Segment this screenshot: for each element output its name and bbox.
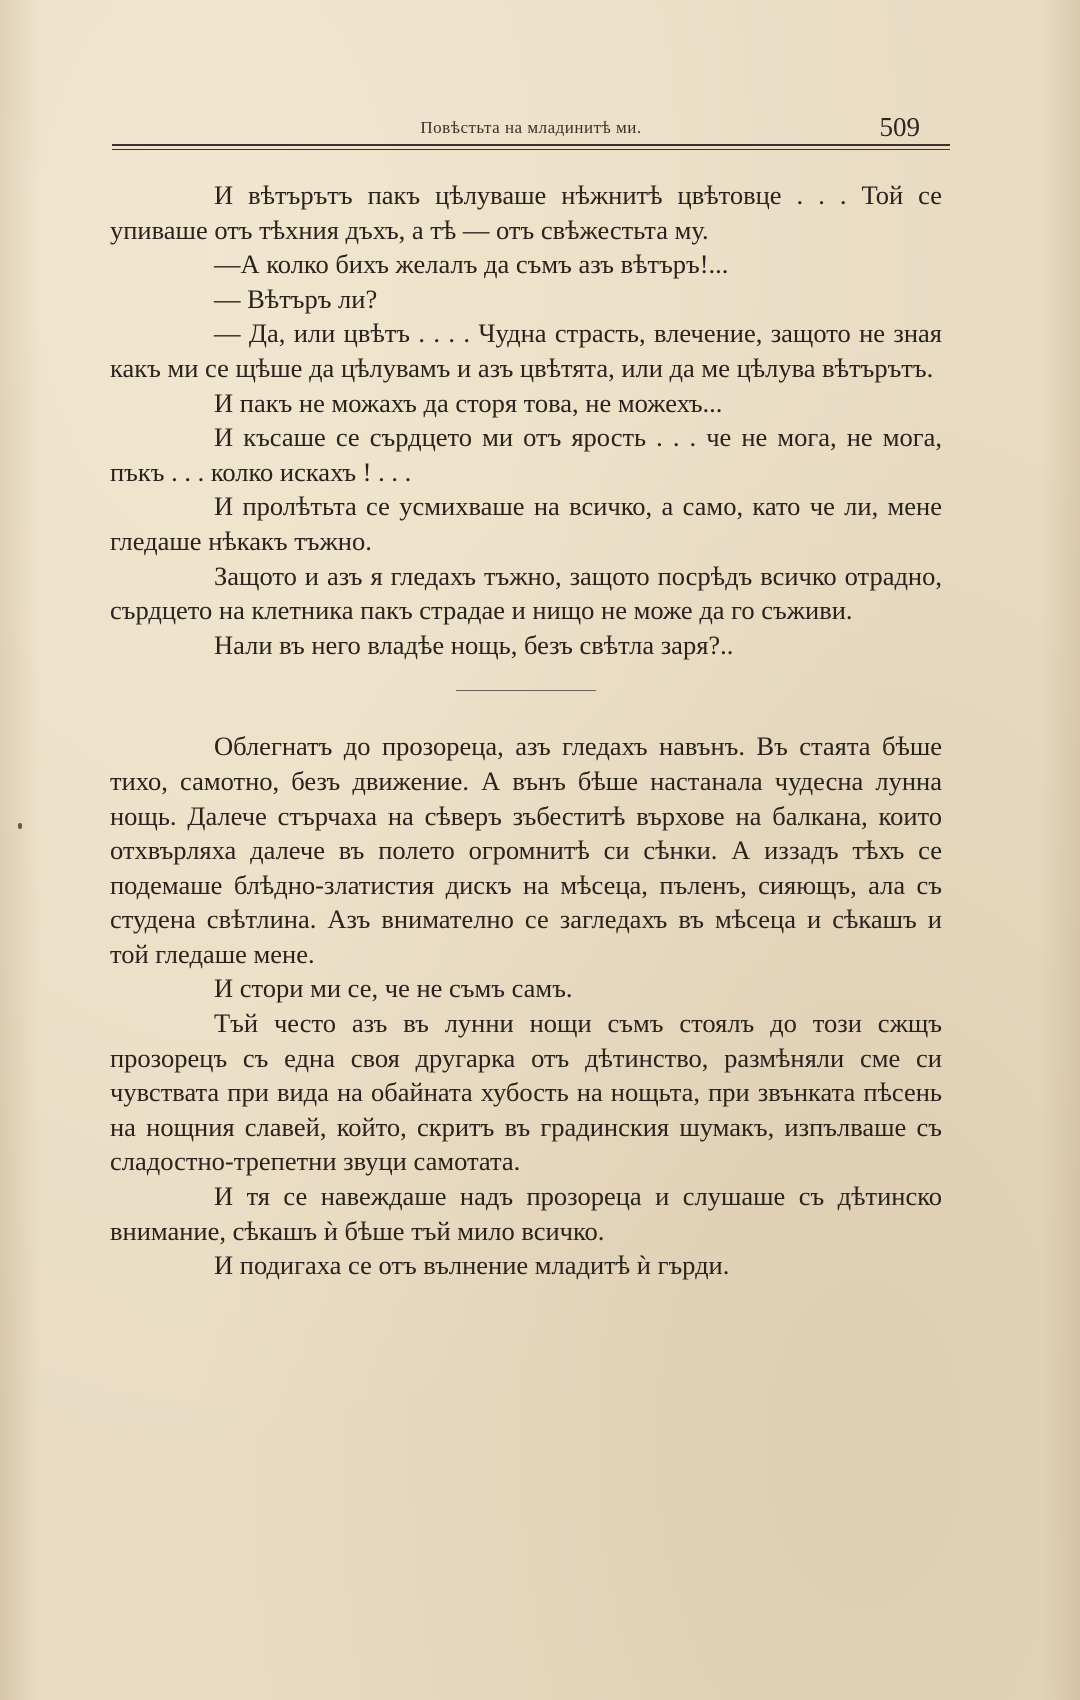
- page-header: [112, 108, 950, 144]
- margin-mark: [18, 823, 22, 829]
- paragraph: И тя се навеждаше надъ прозореца и слушаше съ дѣтинско внимание, сѣкашъ ѝ бѣше тъй мило всичко.: [110, 1181, 942, 1246]
- running-title: Повѣстьта на младинитѣ ми.: [420, 118, 642, 137]
- paragraph: —А колко бихъ желалъ да съмъ азъ вѣтъръ!...: [214, 249, 729, 280]
- paragraph: Тъй често азъ въ лунни нощи съмъ стоялъ до този сжщъ прозорецъ съ една своя другарка отъ дѣтинство, размѣняли сме си чувствата при вида на обайната хубость на нощьта, при звънката пѣсень на нощния славей, който, скритъ въ градинския шумакъ, изпълваше съ сладостно-трепетни звуци самотата.: [110, 1008, 942, 1177]
- paragraph: И пакъ не можахъ да сторя това, не можехъ...: [214, 387, 723, 418]
- paragraph: И вѣтърътъ пакъ цѣлуваше нѣжнитѣ цвѣтовце . . . Той се упиваше отъ тѣхния дъхъ, а тѣ — отъ свѣжестьта му.: [110, 180, 942, 245]
- paragraph: И стори ми се, че не съмъ самъ.: [214, 973, 573, 1004]
- paragraph: И пролѣтьта се усмихваше на всичко, а само, като че ли, мене гледаше нѣкакъ тъжно.: [110, 491, 942, 556]
- paragraph: — Да, или цвѣтъ . . . . Чудна страсть, влечение, защото не зная какъ ми се щѣше да цѣлувамъ и азъ цвѣтята, или да ме цѣлува вѣтърътъ.: [110, 318, 942, 383]
- page-number: 509: [879, 112, 920, 142]
- paragraph: И късаше се сърдцето ми отъ ярость . . . че не мога, не мога, пъкъ . . . колко искахъ ! . . .: [110, 422, 942, 487]
- section-divider: [456, 690, 596, 691]
- body-text: [110, 178, 942, 1283]
- paragraph: Нали въ него владѣе нощь, безъ свѣтла заря?..: [214, 629, 734, 660]
- paragraph: И подигаха се отъ вълнение младитѣ ѝ гърди.: [214, 1250, 730, 1281]
- paragraph: — Вѣтъръ ли?: [214, 283, 378, 314]
- header-rule: [112, 144, 950, 150]
- paragraph: Защото и азъ я гледахъ тъжно, защото посрѣдъ всичко отрадно, сърдцето на клетника пакъ страдае и нищо не може да го съживи.: [110, 560, 942, 626]
- paragraph: Облегнатъ до прозореца, азъ гледахъ навънъ. Въ стаята бѣше тихо, самотно, безъ движение. А вънъ бѣше настанала чудесна лунна нощь. Далече стърчаха на сѣверъ зъбеститѣ върхове на балкана, които отхвърляха далече въ полето огромнитѣ си сѣнки. А иззадъ тѣхъ се подемаше блѣдно-златистия дискъ на мѣсеца, пъленъ, сияющъ, ала съ студена свѣтлина. Азъ внимателно се загледахъ въ мѣсеца и сѣкашъ и той гледаше мене.: [110, 731, 942, 969]
